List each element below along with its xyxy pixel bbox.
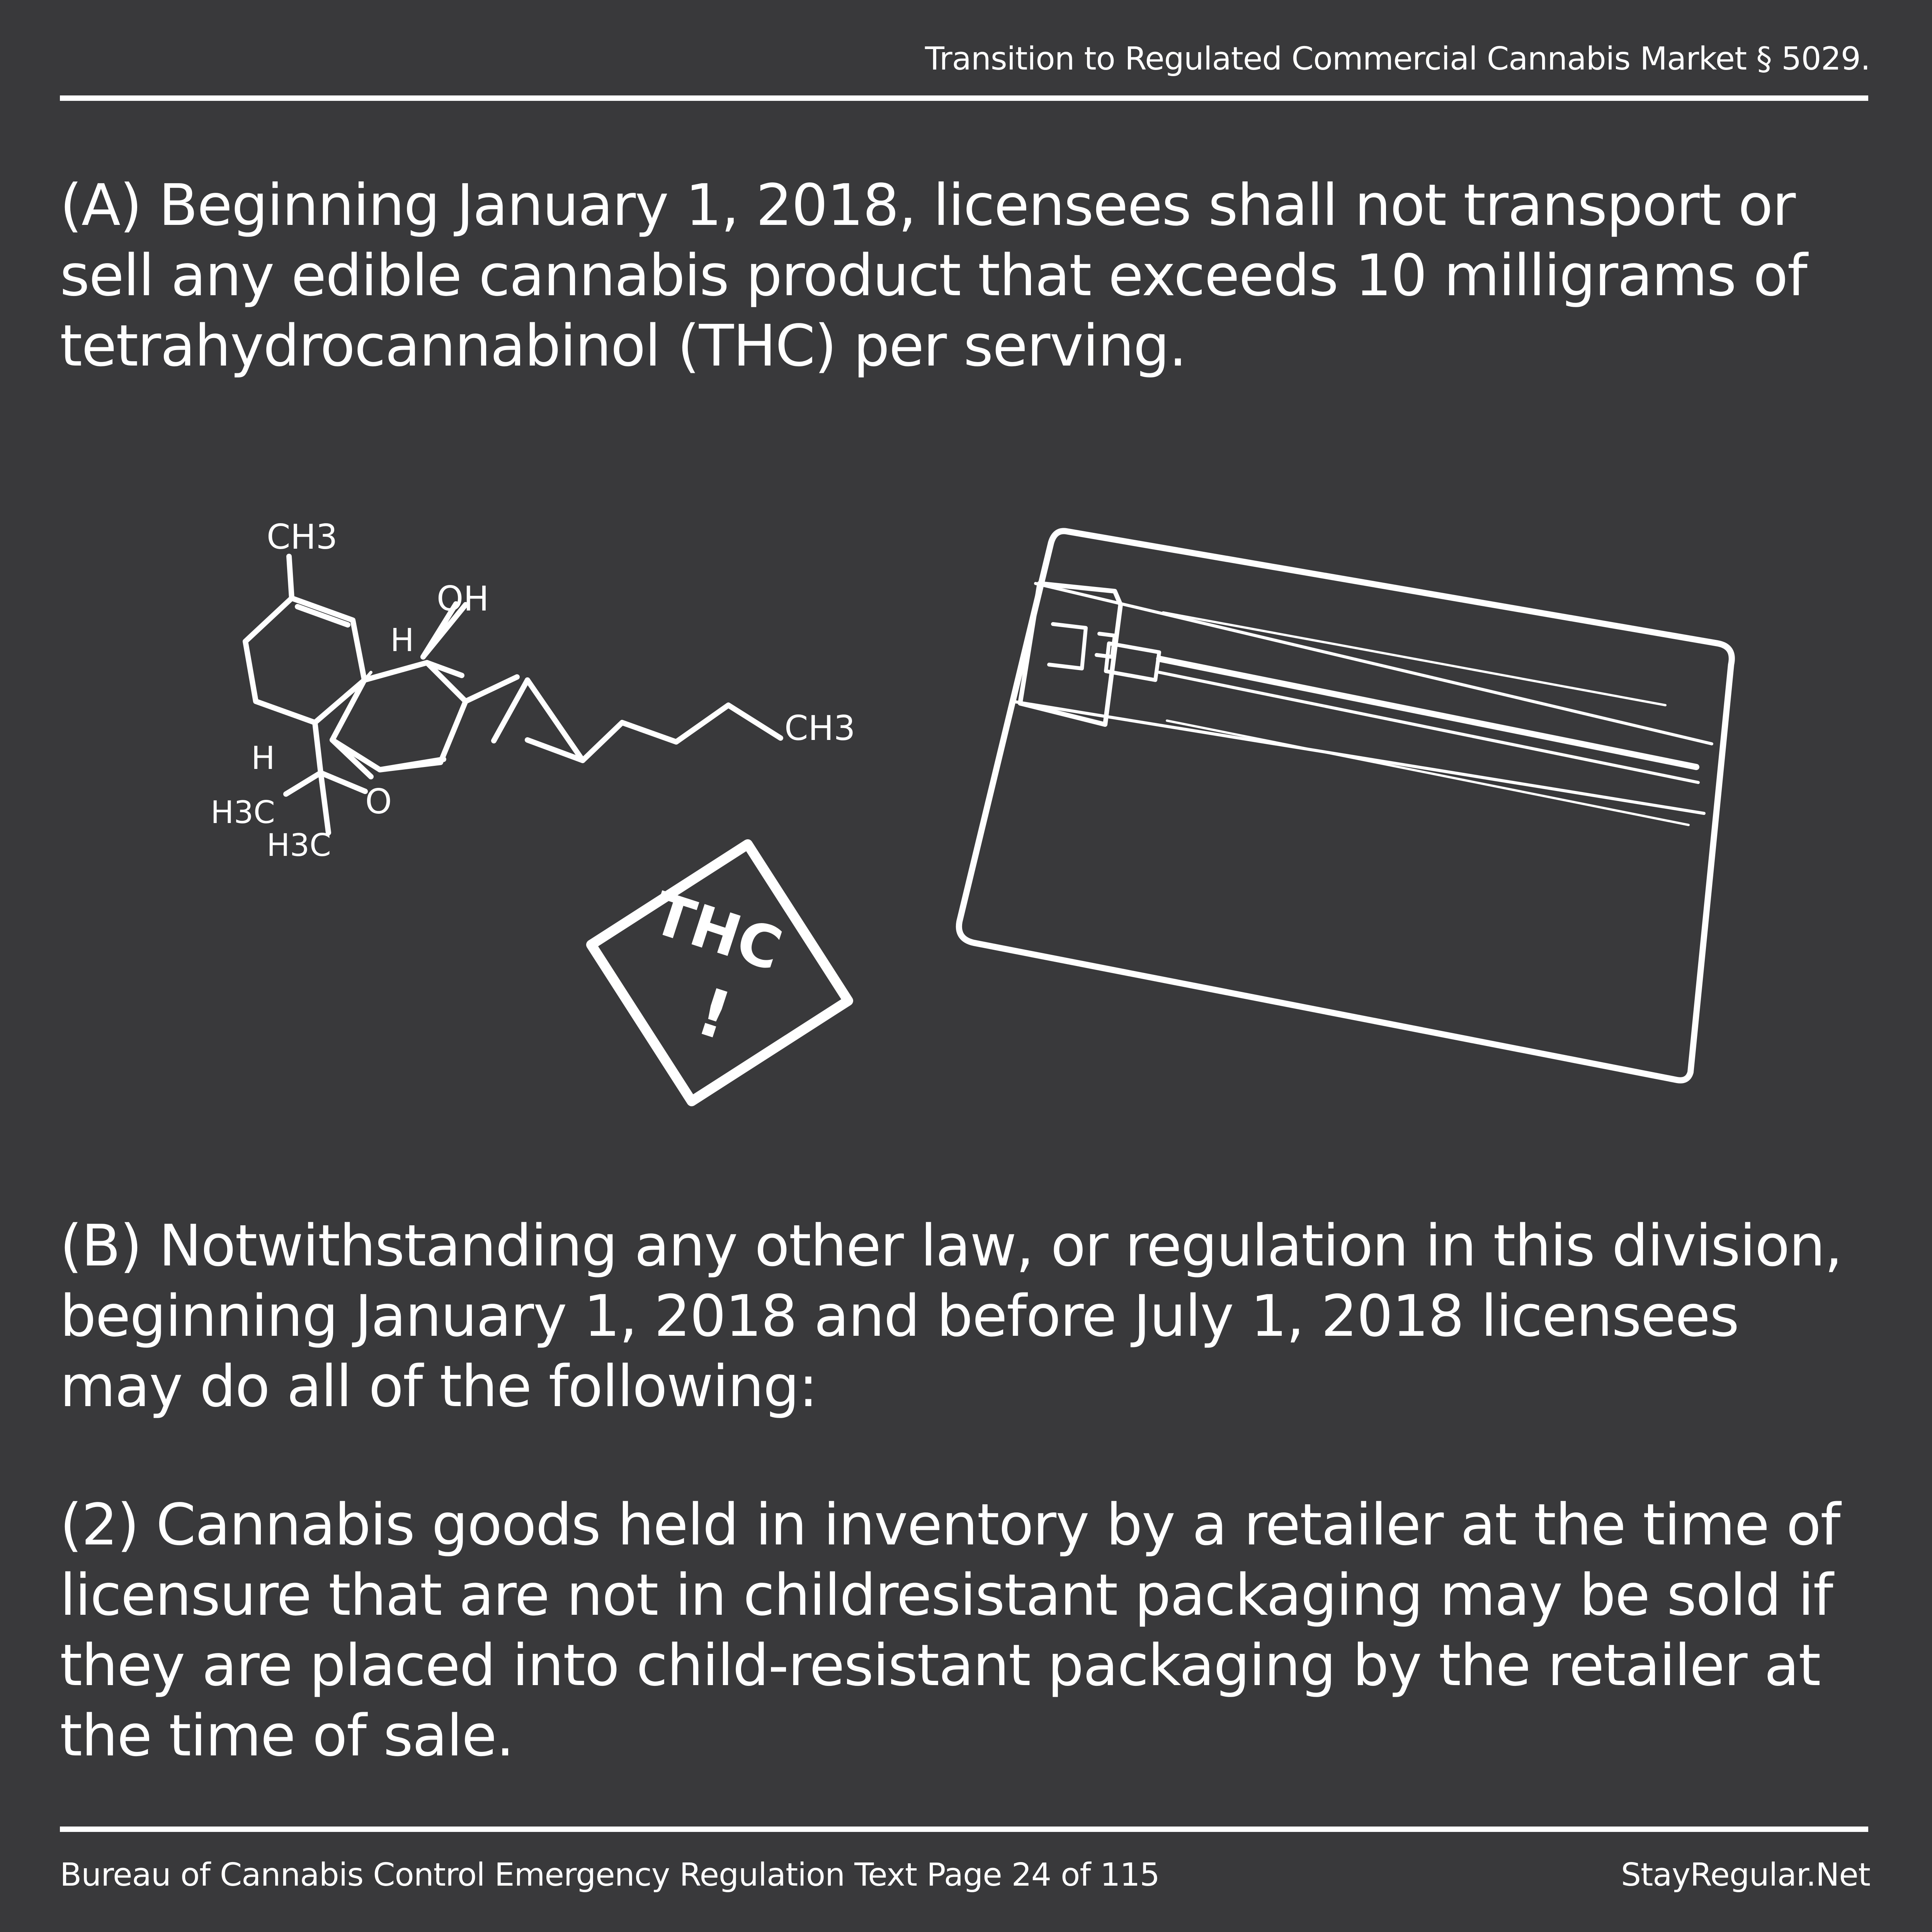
- zipper-bag-icon: [959, 531, 1732, 1080]
- paragraph-c: (2) Cannabis goods held in inventory by a retailer at the time of licensure that are not in childresistant packaging may be sold if they are placed into child-resistant packaging by the retailer at the time of sale.: [60, 1492, 1840, 1769]
- exclamation-icon: !: [688, 973, 740, 1055]
- ch3-right-label: CH3: [784, 708, 855, 748]
- h3c-left-label: H3C: [211, 794, 275, 830]
- paragraph-b: (B) Notwithstanding any other law, or regulation in this division, beginning January 1, 2018 and before July 1, 2018 licensees may do all of the following:: [60, 1213, 1842, 1420]
- ch3-top-label: CH3: [267, 517, 338, 557]
- oh-label: OH: [437, 579, 489, 619]
- thc-warning-sign: [591, 844, 848, 1101]
- footer-site-link[interactable]: StayRegular.Net: [1621, 1857, 1870, 1893]
- header-title: Transition to Regulated Commercial Cannabis Market § 5029.: [925, 41, 1870, 77]
- oxygen-label: O: [365, 782, 392, 821]
- paragraph-a: (A) Beginning January 1, 2018, licensees shall not transport or sell any edible cannabis product that exceeds 10 milligrams of tetrahydrocannabinol (THC) per serving.: [60, 172, 1807, 379]
- thc-molecule-icon: [245, 556, 781, 833]
- footer-source: Bureau of Cannabis Control Emergency Regulation Text Page 24 of 115: [60, 1857, 1160, 1893]
- footer-divider: [60, 1827, 1868, 1832]
- thc-sign-label: THC: [645, 879, 790, 984]
- h-lower-label: H: [251, 740, 275, 777]
- h3c-lower-label: H3C: [267, 827, 331, 863]
- h-upper-label: H: [390, 622, 414, 659]
